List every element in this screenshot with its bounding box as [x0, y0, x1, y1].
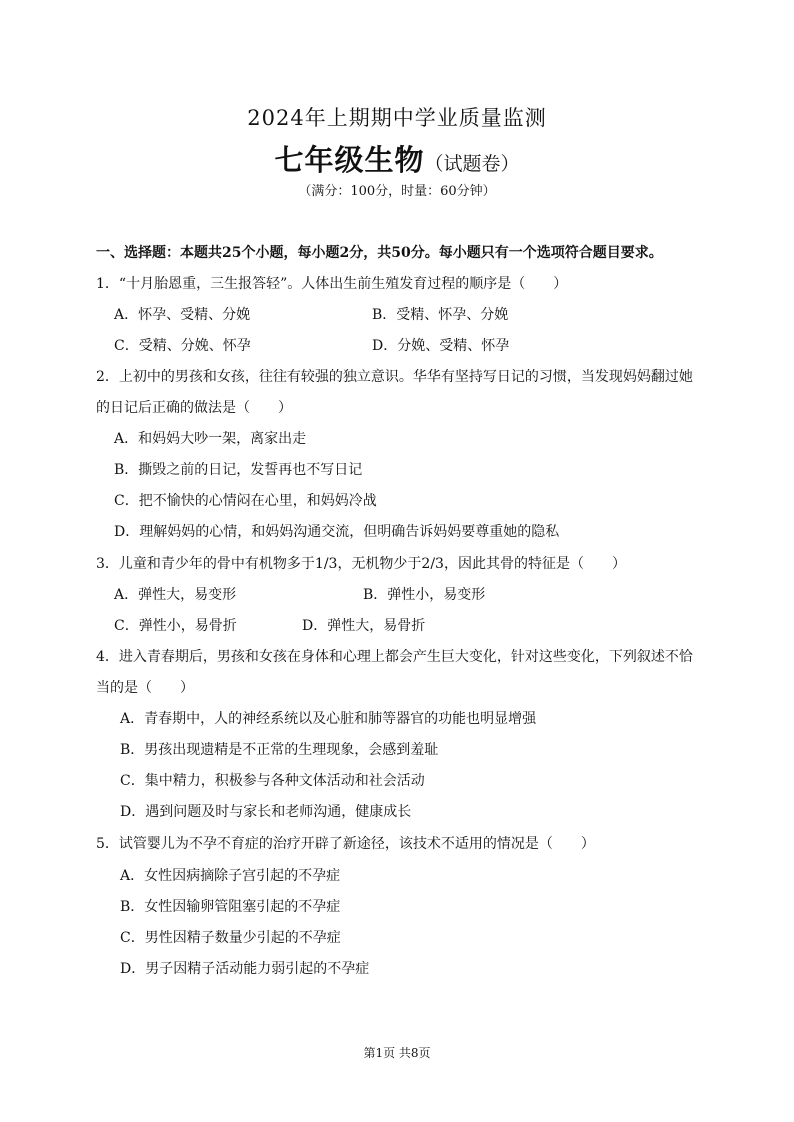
question-2-option-b: B．撕毁之前的日记，发誓再也不写日记 [114, 462, 363, 478]
section-heading: 一、选择题：本题共25个小题，每小题2分，共50分。每小题只有一个选项符合题目要求。 [96, 245, 663, 261]
question-5-option-d: D．男子因精子活动能力弱引起的不孕症 [120, 961, 370, 977]
question-4-stem-line-1: 4．进入青春期后，男孩和女孩在身体和心理上都会产生巨大变化，针对这些变化，下列叙述不恰 [96, 649, 693, 665]
question-5-option-b: B．女性因输卵管阻塞引起的不孕症 [120, 899, 341, 915]
question-2-stem-line-2: 的日记后正确的做法是（ ） [96, 400, 292, 416]
question-4-option-d: D．遇到问题及时与家长和老师沟通，健康成长 [120, 804, 412, 820]
subject-title [0, 138, 794, 179]
question-3-option-a: A．弹性大，易变形 [114, 587, 237, 603]
question-3-stem: 3．儿童和青少年的骨中有机物多于1/3，无机物少于2/3，因此其骨的特征是（ ） [96, 556, 626, 572]
paper-type: （试题卷） [424, 153, 520, 175]
question-4-option-b: B．男孩出现遗精是不正常的生理现象，会感到羞耻 [120, 742, 439, 758]
subject-name: 七年级生物 [274, 143, 425, 177]
question-1-option-a: A．怀孕、受精、分娩 [114, 307, 251, 323]
question-5-option-c: C．男性因精子数量少引起的不孕症 [120, 930, 341, 946]
question-1-option-d: D．分娩、受精、怀孕 [372, 338, 510, 354]
question-2-option-a: A．和妈妈大吵一架，离家出走 [114, 431, 307, 447]
question-5-option-a: A．女性因病摘除子宫引起的不孕症 [120, 868, 341, 884]
question-4-option-a: A．青春期中，人的神经系统以及心脏和肺等器官的功能也明显增强 [120, 711, 537, 727]
exam-title: 2024年上期期中学业质量监测 [247, 106, 547, 130]
question-3-option-b: B．弹性小，易变形 [363, 587, 486, 603]
question-5-stem: 5．试管婴儿为不孕不育症的治疗开辟了新途径，该技术不适用的情况是（ ） [96, 836, 595, 852]
page-number: 第1页 共8页 [363, 1046, 431, 1060]
question-2-stem-line-1: 2．上初中的男孩和女孩，往往有较强的独立意识。华华有坚持写日记的习惯，当发现妈妈翻过她 [96, 369, 693, 385]
question-1-stem: 1．“十月胎恩重，三生报答轻”。人体出生前生殖发育过程的顺序是（ ） [96, 276, 568, 292]
question-2-option-c: C．把不愉快的心情闷在心里，和妈妈冷战 [114, 493, 377, 509]
question-4-stem-line-2: 当的是（ ） [96, 680, 194, 696]
question-3-option-c: C．弹性小，易骨折 [114, 618, 237, 634]
exam-info: （满分：100分，时量：60分钟） [298, 184, 496, 199]
question-1-option-b: B．受精、怀孕、分娩 [372, 307, 509, 323]
question-3-option-d: D．弹性大，易骨折 [302, 618, 426, 634]
question-2-option-d: D．理解妈妈的心情，和妈妈沟通交流，但明确告诉妈妈要尊重她的隐私 [114, 524, 560, 540]
question-1-option-c: C．受精、分娩、怀孕 [114, 338, 251, 354]
question-4-option-c: C．集中精力，积极参与各种文体活动和社会活动 [120, 773, 425, 789]
